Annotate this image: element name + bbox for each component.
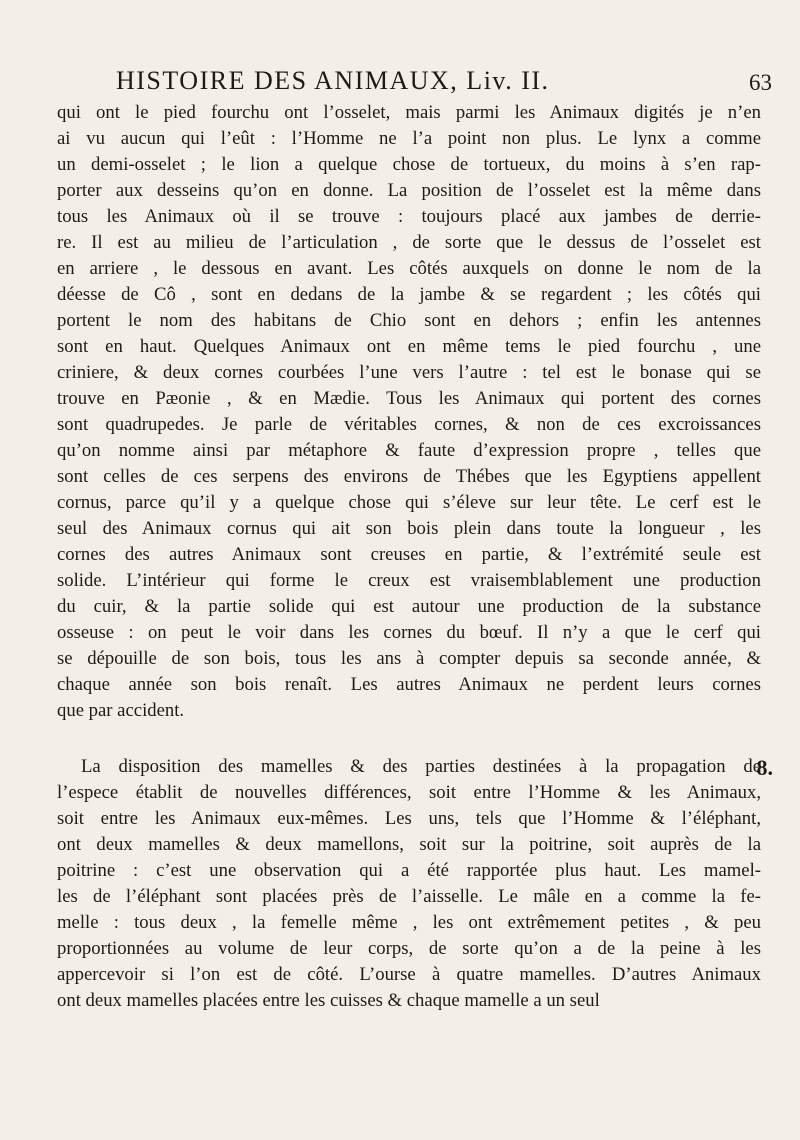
page-number: 63	[749, 70, 772, 95]
running-head	[0, 64, 800, 98]
text-line: appercevoir si l’on est de côté. L’ourse à quatre mamelles. D’autres Animaux	[57, 964, 761, 985]
text-line: sont quadrupedes. Je parle de véritables cornes, & non de ces excroissances	[57, 414, 761, 435]
text-line: l’espece établit de nouvelles différences, soit entre l’Homme & les Animaux,	[57, 782, 761, 803]
paragraph-mamelles	[57, 754, 761, 1014]
text-line: chaque année son bois renaît. Les autres Animaux ne perdent leurs cornes	[57, 674, 761, 695]
text-line: qu’on nomme ainsi par métaphore & faute d’expression propre , telles que	[57, 440, 761, 461]
paragraph-continued	[57, 100, 761, 724]
text-line: ont deux mamelles placées entre les cuisses & chaque mamelle a un seul	[57, 990, 600, 1011]
text-line: trouve en Pæonie , & en Mædie. Tous les Animaux qui portent des cornes	[57, 388, 761, 409]
text-line: sont celles de ces serpens des environs de Thébes que les Egyptiens appellent	[57, 466, 761, 487]
text-line: solide. L’intérieur qui forme le creux est vraisemblablement une production	[57, 570, 761, 591]
margin-section-number: 8.	[756, 755, 773, 780]
text-line: sont en haut. Quelques Animaux ont en même tems le pied fourchu , une	[57, 336, 761, 357]
text-line: un demi-osselet ; le lion a quelque chose de tortueux, du moins à s’en rap-	[57, 154, 761, 175]
text-line: en arriere , le dessous en avant. Les côtés auxquels on donne le nom de la	[57, 258, 761, 279]
text-line: porter aux desseins qu’on en donne. La position de l’osselet est la même dans	[57, 180, 761, 201]
text-line: ai vu aucun qui l’eût : l’Homme ne l’a point non plus. Le lynx a comme	[57, 128, 761, 149]
text-line: qui ont le pied fourchu ont l’osselet, mais parmi les Animaux digités je n’en	[57, 102, 761, 123]
text-line: criniere, & deux cornes courbées l’une vers l’autre : tel est le bonase qui se	[57, 362, 761, 383]
text-line: ont deux mamelles & deux mamellons, soit sur la poitrine, soit auprès de la	[57, 834, 761, 855]
text-line: les de l’éléphant sont placées près de l’aisselle. Le mâle en a comme la fe-	[57, 886, 761, 907]
text-line: poitrine : c’est une observation qui a été rapportée plus haut. Les mamel-	[57, 860, 761, 881]
text-line: re. Il est au milieu de l’articulation , de sorte que le dessus de l’osselet est	[57, 232, 761, 253]
text-line: tous les Animaux où il se trouve : toujours placé aux jambes de derrie-	[57, 206, 761, 227]
text-line: melle : tous deux , la femelle même , les ont extrêmement petites , & peu	[57, 912, 761, 933]
text-line: osseuse : on peut le voir dans les cornes du bœuf. Il n’y a que le cerf qui	[57, 622, 761, 643]
text-line: déesse de Cô , sont en dedans de la jambe & se regardent ; les côtés qui	[57, 284, 761, 305]
text-line: proportionnées au volume de leur corps, de sorte qu’on a de la peine à les	[57, 938, 761, 959]
text-line: cornus, parce qu’il y a quelque chose qui s’éleve sur leur tête. Le cerf est le	[57, 492, 761, 513]
text-line: portent le nom des habitans de Chio sont en dehors ; enfin les antennes	[57, 310, 761, 331]
text-line: soit entre les Animaux eux-mêmes. Les uns, tels que l’Homme & l’éléphant,	[57, 808, 761, 829]
text-line: que par accident.	[57, 700, 185, 721]
text-line: seul des Animaux cornus qui ait son bois plein dans toute la longueur , les	[57, 518, 761, 539]
text-line: La disposition des mamelles & des parties destinées à la propagation de	[81, 756, 761, 777]
text-line: du cuir, & la partie solide qui est autour une production de la substance	[57, 596, 761, 617]
running-title: HISTOIRE DES ANIMAUX, Liv. II.	[116, 66, 550, 95]
text-line: cornes des autres Animaux sont creuses en partie, & l’extrémité seule est	[57, 544, 761, 565]
text-line: se dépouille de son bois, tous les ans à compter depuis sa seconde année, &	[57, 648, 761, 669]
